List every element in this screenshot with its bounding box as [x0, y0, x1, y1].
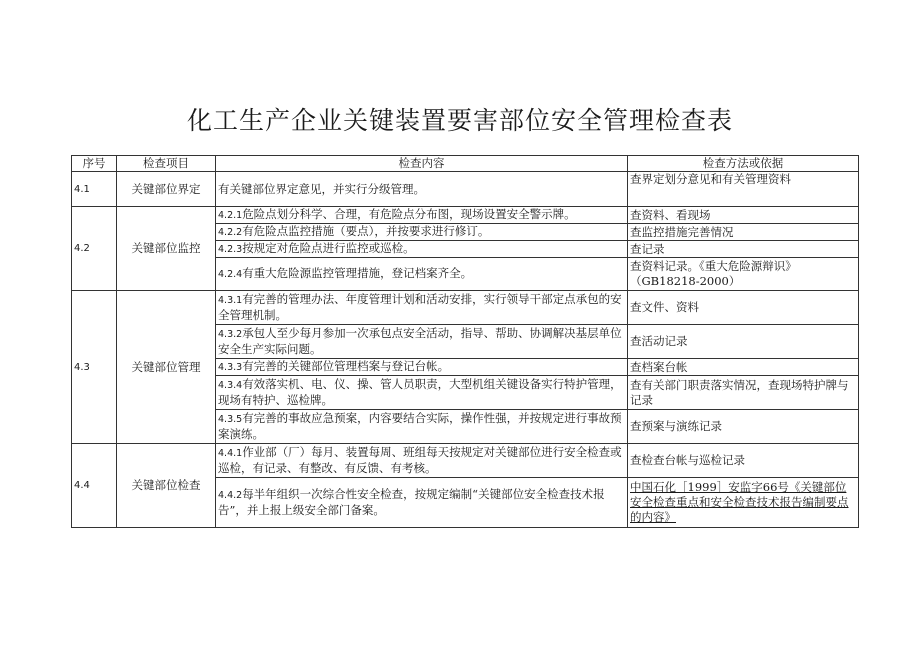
row-no: 4.3 [72, 291, 117, 444]
table-header-row [72, 156, 859, 172]
row-method: 查监控措施完善情况 [628, 224, 859, 241]
row-content [216, 207, 628, 224]
row-content [216, 172, 628, 207]
row-content [216, 444, 628, 478]
row-method: 查档案台帐 [628, 359, 859, 376]
content-text: 危险点划分科学、合理，有危险点分布图，现场设置安全警示牌。 [242, 207, 576, 221]
sub-number: 4.2.1 [218, 210, 243, 221]
row-item: 关键部位界定 [117, 172, 216, 207]
content-text: 承包人至少每月参加一次承包点安全活动，指导、帮助、协调解决基层单位安全生产实际问题。 [218, 326, 622, 356]
row-content [216, 376, 628, 410]
page-title: 化工生产企业关键装置要害部位安全管理检查表 [186, 106, 733, 135]
content-text: 每半年组织一次综合性安全检查，按规定编制“关键部位安全检查技术报告”，并上报上级安全部门备案。 [218, 487, 605, 517]
row-item: 关键部位检查 [117, 444, 216, 528]
header-no: 序号 [72, 156, 117, 172]
content-text: 作业部（厂）每月、装置每周、班组每天按规定对关键部位进行安全检查或巡检，有记录、有整改、有反馈、有考核。 [218, 445, 622, 475]
sub-number: 4.2.3 [218, 244, 243, 255]
sub-number: 4.3.4 [218, 380, 243, 391]
table-row [72, 291, 859, 325]
row-no: 4.2 [72, 207, 117, 291]
content-text: 有重大危险源监控管理措施，登记档案齐全。 [242, 266, 473, 280]
row-method: 查检查台帐与巡检记录 [628, 444, 859, 478]
header-item: 检查项目 [117, 156, 216, 172]
content-text: 有完善的关键部位管理档案与登记台帐。 [242, 359, 450, 373]
content-text: 有效落实机、电、仪、操、管人员职责，大型机组关键设备实行特护管理，现场有特护、巡检牌。 [218, 377, 622, 407]
row-method: 查界定划分意见和有关管理资料 [628, 172, 859, 207]
row-content [216, 224, 628, 241]
row-item: 关键部位管理 [117, 291, 216, 444]
row-method: 查活动记录 [628, 325, 859, 359]
row-method: 中国石化［1999］安监字66号《关键部位安全检查重点和安全检查技术报告编制要点的内容》 [628, 478, 859, 528]
row-method: 查记录 [628, 241, 859, 258]
row-method: 查文件、资料 [628, 291, 859, 325]
content-text: 按规定对危险点进行监控或巡检。 [242, 241, 415, 255]
sub-number: 4.4.1 [218, 448, 243, 459]
sub-number: 4.3.3 [218, 362, 243, 373]
row-item: 关键部位监控 [117, 207, 216, 291]
row-content [216, 258, 628, 291]
row-no: 4.1 [72, 172, 117, 207]
row-content [216, 359, 628, 376]
table-row [72, 172, 859, 207]
sub-number: 4.2.4 [218, 269, 243, 280]
row-content [216, 241, 628, 258]
sub-number: 4.3.1 [218, 295, 243, 306]
row-method: 查资料记录。《重大危险源辩识》（GB18218-2000） [628, 258, 859, 291]
content-text: 有危险点监控措施（要点），并按要求进行修订。 [242, 224, 490, 238]
row-method: 查预案与演练记录 [628, 410, 859, 444]
content-text: 有关键部位界定意见，并实行分级管理。 [218, 181, 425, 196]
row-no: 4.4 [72, 444, 117, 528]
sub-number: 4.3.5 [218, 414, 243, 425]
row-content [216, 410, 628, 444]
row-content [216, 478, 628, 528]
inspection-table [71, 155, 859, 528]
content-text: 有完善的管理办法、年度管理计划和活动安排，实行领导干部定点承包的安全管理机制。 [218, 292, 622, 322]
sub-number: 4.3.2 [218, 329, 243, 340]
row-method: 查资料、看现场 [628, 207, 859, 224]
sub-number: 4.2.2 [218, 227, 243, 238]
table-row [72, 444, 859, 478]
sub-number: 4.4.2 [218, 490, 243, 501]
row-content [216, 325, 628, 359]
table-row [72, 207, 859, 224]
row-content [216, 291, 628, 325]
header-method: 检查方法或依据 [628, 156, 859, 172]
header-content: 检查内容 [216, 156, 628, 172]
row-method: 查有关部门职责落实情况，查现场特护牌与记录 [628, 376, 859, 410]
content-text: 有完善的事故应急预案，内容要结合实际，操作性强，并按规定进行事故预案演练。 [218, 411, 622, 441]
